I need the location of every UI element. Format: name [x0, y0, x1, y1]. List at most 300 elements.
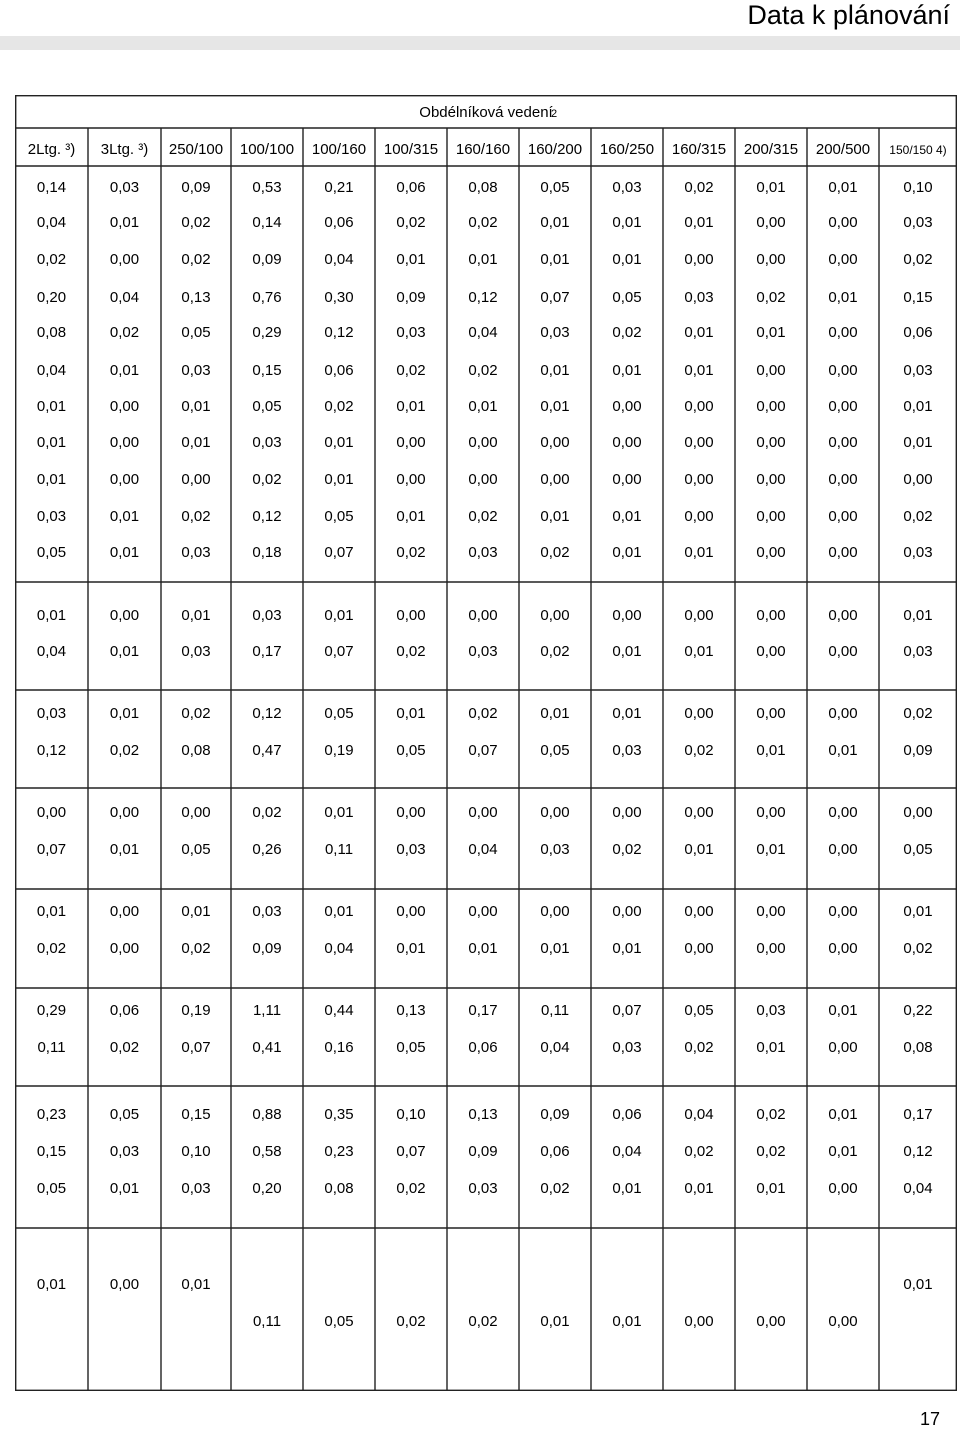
table-cell: 0,00	[468, 471, 498, 488]
table-cell: 0,00	[828, 607, 858, 624]
table-row	[37, 804, 933, 821]
table-cell: 0,00	[756, 705, 786, 722]
table-row	[37, 742, 933, 759]
table-cell: 0,02	[684, 179, 714, 196]
table-cell: 0,07	[324, 544, 354, 561]
table-grid	[15, 95, 957, 1391]
table-cell: 0,19	[181, 1002, 211, 1019]
table-cell: 0,03	[684, 289, 714, 306]
table-cell: 0,03	[396, 324, 426, 341]
table-cell: 0,01	[756, 324, 786, 341]
table-cell: 0,02	[756, 1106, 786, 1123]
table-cell: 0,03	[468, 1180, 498, 1197]
table-cell: 0,03	[468, 643, 498, 660]
table-cell: 0,23	[36, 1106, 67, 1123]
table-cell: 0,00	[540, 471, 570, 488]
table-cell: 0,08	[324, 1180, 354, 1197]
table-cell: 0,00	[109, 398, 140, 415]
table-cell: 0,05	[36, 1180, 67, 1197]
table-cell: 0,02	[468, 705, 498, 722]
row-group	[37, 607, 933, 660]
table-cell: 0,01	[828, 289, 858, 306]
table-cell: 0,06	[903, 324, 933, 341]
table-cell: 0,04	[903, 1180, 933, 1197]
table-cell: 0,03	[612, 179, 642, 196]
table-cell: 0,15	[903, 289, 933, 306]
table-cell: 0,00	[903, 804, 933, 821]
column-header: 200/315	[743, 141, 799, 158]
table-cell: 0,00	[756, 471, 786, 488]
table-cell: 0,08	[181, 742, 211, 759]
table-cell: 0,11	[37, 1039, 66, 1056]
table-cell: 0,00	[756, 508, 786, 525]
table-cell: 0,00	[109, 471, 140, 488]
table-cell: 0,00	[181, 804, 211, 821]
table-cell: 0,02	[396, 214, 426, 231]
table-cell: 0,01	[684, 643, 714, 660]
table-cell: 0,03	[252, 607, 282, 624]
table-cell: 0,02	[756, 1143, 786, 1160]
table-row	[37, 607, 933, 624]
table-cell: 0,00	[756, 903, 786, 920]
table-cell: 0,01	[828, 1106, 858, 1123]
table-cell: 0,29	[36, 1002, 67, 1019]
table-cell: 0,00	[828, 251, 858, 268]
table-cell: 0,00	[109, 903, 140, 920]
table-cell: 0,02	[181, 508, 211, 525]
table-cell: 0,00	[684, 940, 714, 957]
table-row	[37, 1180, 933, 1197]
table-cell: 0,00	[612, 471, 642, 488]
table-cell: 0,00	[684, 607, 714, 624]
table-cell: 0,03	[181, 643, 211, 660]
table-cell: 0,03	[181, 362, 211, 379]
table-cell: 0,03	[36, 705, 67, 722]
table-cell: 0,09	[540, 1106, 570, 1123]
table-cell: 0,00	[396, 804, 426, 821]
table-cell: 0,09	[468, 1143, 498, 1160]
table-cell: 0,02	[903, 251, 933, 268]
table-cell: 0,01	[612, 705, 642, 722]
table-caption: Obdélníková vedení	[419, 104, 553, 121]
table-cell: 0,01	[903, 903, 933, 920]
table-cell: 0,00	[468, 607, 498, 624]
table-cell: 0,02	[468, 362, 498, 379]
table-cell: 0,06	[540, 1143, 570, 1160]
table-cell: 0,01	[612, 940, 642, 957]
table-cell: 0,01	[36, 471, 67, 488]
table-cell: 0,02	[396, 1313, 426, 1330]
table-cell: 0,00	[828, 508, 858, 525]
table-cell: 0,12	[252, 508, 282, 525]
table-cell: 0,01	[612, 251, 642, 268]
table-cell: 0,04	[324, 940, 354, 957]
table-caption-sub: 2	[551, 108, 558, 120]
row-group	[37, 179, 933, 561]
table-cell: 0,20	[252, 1180, 282, 1197]
table-cell: 0,00	[684, 251, 714, 268]
table-row	[37, 643, 933, 660]
table-cell: 0,05	[540, 179, 570, 196]
table-cell: 0,01	[181, 398, 211, 415]
table-cell: 0,00	[828, 1313, 858, 1330]
table-cell: 0,09	[252, 940, 282, 957]
row-group	[37, 903, 933, 957]
table-cell: 0,09	[252, 251, 282, 268]
table-cell: 0,00	[756, 251, 786, 268]
table-cell: 0,01	[828, 1002, 858, 1019]
table-cell: 0,00	[540, 903, 570, 920]
table-row	[37, 544, 933, 561]
table-cell: 0,00	[468, 434, 498, 451]
table-cell: 0,00	[756, 607, 786, 624]
table-cell: 0,01	[109, 508, 140, 525]
table-cell: 0,02	[684, 1143, 714, 1160]
table-cell: 0,06	[468, 1039, 498, 1056]
table-cell: 0,17	[468, 1002, 498, 1019]
table-cell: 0,12	[903, 1143, 933, 1160]
table-cell: 0,00	[612, 434, 642, 451]
table-cell: 0,01	[756, 1180, 786, 1197]
table-cell: 0,01	[468, 251, 498, 268]
table-cell: 0,47	[252, 742, 282, 759]
table-cell: 0,06	[396, 179, 426, 196]
table-cell: 0,00	[684, 434, 714, 451]
table-cell: 0,01	[684, 324, 714, 341]
table-cell: 0,06	[109, 1002, 140, 1019]
table-cell: 0,06	[612, 1106, 642, 1123]
table-cell: 0,00	[612, 804, 642, 821]
table-cell: 0,02	[109, 1039, 140, 1056]
table-cell: 0,00	[756, 214, 786, 231]
table-cell: 0,00	[828, 903, 858, 920]
table-row	[37, 841, 933, 858]
table-cell: 0,00	[756, 398, 786, 415]
table-cell: 0,00	[612, 903, 642, 920]
table-cell: 0,00	[540, 607, 570, 624]
table-cell: 0,01	[684, 544, 714, 561]
table-cell: 0,12	[36, 742, 67, 759]
table-cell: 0,08	[903, 1039, 933, 1056]
table-cell: 0,09	[181, 179, 211, 196]
column-header: 2Ltg. ³)	[27, 141, 76, 158]
table-cell: 0,00	[828, 362, 858, 379]
table-cell: 0,07	[324, 643, 354, 660]
table-cell: 0,01	[36, 434, 67, 451]
table-cell: 0,07	[468, 742, 498, 759]
table-cell: 0,01	[684, 1180, 714, 1197]
page-title: Data k plánování	[747, 0, 950, 30]
table-cell: 0,03	[109, 179, 140, 196]
table-cell: 0,00	[540, 804, 570, 821]
table-cell: 0,00	[828, 398, 858, 415]
table-cell: 0,00	[756, 940, 786, 957]
table-cell: 0,01	[612, 544, 642, 561]
table-cell: 0,01	[540, 214, 570, 231]
table-cell: 0,04	[36, 214, 67, 231]
table-cell: 0,53	[252, 179, 282, 196]
table-cell: 0,01	[396, 940, 426, 957]
table-cell: 0,07	[36, 841, 67, 858]
table-cell: 0,01	[324, 471, 354, 488]
table-row	[37, 940, 933, 957]
table-cell: 0,21	[324, 179, 354, 196]
table-cell: 0,01	[612, 508, 642, 525]
table-cell: 1,11	[252, 1002, 282, 1019]
table-cell: 0,04	[468, 841, 498, 858]
table-cell: 0,03	[612, 742, 642, 759]
table-row	[37, 471, 933, 488]
table-cell: 0,02	[36, 940, 67, 957]
table-cell: 0,01	[468, 940, 498, 957]
page-header	[0, 0, 960, 52]
column-header: 3Ltg. ³)	[100, 141, 149, 158]
table-cell: 0,35	[324, 1106, 354, 1123]
table-cell: 0,00	[468, 804, 498, 821]
table-cell: 0,01	[181, 607, 211, 624]
table-cell: 0,00	[756, 544, 786, 561]
table-cell: 0,00	[684, 804, 714, 821]
table-cell: 0,02	[756, 289, 786, 306]
table-cell: 0,01	[540, 705, 570, 722]
table-cell: 0,00	[684, 903, 714, 920]
table-cell: 0,00	[684, 705, 714, 722]
table-cell: 0,03	[181, 1180, 211, 1197]
table-cell: 0,00	[612, 398, 642, 415]
table-cell: 0,01	[109, 1180, 140, 1197]
table-cell: 0,00	[540, 434, 570, 451]
table-cell: 0,03	[109, 1143, 140, 1160]
row-group	[37, 1002, 933, 1056]
table-cell: 0,00	[903, 471, 933, 488]
table-cell: 0,00	[684, 471, 714, 488]
table-cell: 0,14	[36, 179, 67, 196]
table-row	[37, 324, 933, 341]
table-cell: 0,02	[468, 508, 498, 525]
table-cell: 0,00	[756, 1313, 786, 1330]
table-cell: 0,02	[684, 1039, 714, 1056]
table-cell: 0,10	[903, 179, 933, 196]
table-cell: 0,44	[324, 1002, 354, 1019]
table-cell: 0,03	[756, 1002, 786, 1019]
table-cell: 0,03	[540, 324, 570, 341]
table-cell: 0,15	[252, 362, 282, 379]
table-cell: 0,02	[468, 1313, 498, 1330]
table-cell: 0,01	[540, 251, 570, 268]
table-cell: 0,01	[396, 251, 426, 268]
table-row	[37, 1039, 932, 1056]
table-cell: 0,01	[324, 804, 354, 821]
table-cell: 0,00	[756, 434, 786, 451]
table-cell: 0,05	[540, 742, 570, 759]
table-row	[37, 508, 933, 525]
table-cell: 0,14	[252, 214, 282, 231]
table-cell: 0,03	[540, 841, 570, 858]
table-cell: 0,02	[468, 214, 498, 231]
table-cell: 0,03	[36, 508, 67, 525]
table-cell: 0,01	[181, 1276, 211, 1293]
table-cell: 0,02	[612, 841, 642, 858]
column-header: 160/200	[527, 141, 583, 158]
table-cell: 0,01	[540, 398, 570, 415]
table-cell: 0,07	[396, 1143, 426, 1160]
table-cell: 0,02	[181, 705, 211, 722]
table-cell: 0,18	[252, 544, 282, 561]
table-cell: 0,01	[612, 362, 642, 379]
table-cell: 0,02	[36, 251, 67, 268]
table-cell: 0,17	[903, 1106, 933, 1123]
table-cell: 0,00	[396, 607, 426, 624]
table-cell: 0,00	[756, 804, 786, 821]
table-cell: 0,01	[396, 398, 426, 415]
table-cell: 0,26	[252, 841, 282, 858]
table-cell: 0,00	[828, 214, 858, 231]
table-cell: 0,01	[540, 1313, 570, 1330]
table-cell: 0,76	[252, 289, 282, 306]
table-row	[37, 179, 933, 196]
table-cell: 0,09	[396, 289, 426, 306]
table-cell: 0,11	[540, 1002, 570, 1019]
table-cell: 0,01	[903, 607, 933, 624]
table-cell: 0,12	[468, 289, 498, 306]
table-cell: 0,09	[903, 742, 933, 759]
table-cell: 0,10	[181, 1143, 211, 1160]
table-cell: 0,01	[612, 1313, 642, 1330]
table-cell: 0,00	[36, 804, 67, 821]
table-cell: 0,00	[828, 324, 858, 341]
table-cell: 0,02	[181, 251, 211, 268]
table-cell: 0,00	[396, 903, 426, 920]
table-cell: 0,02	[684, 742, 714, 759]
table-cell: 0,00	[396, 434, 426, 451]
table-row	[37, 1276, 933, 1293]
table-cell: 0,07	[540, 289, 570, 306]
column-header: 160/160	[455, 141, 511, 158]
table-row	[253, 1313, 858, 1330]
table-cell: 0,13	[396, 1002, 426, 1019]
table-cell: 0,01	[109, 643, 140, 660]
table-cell: 0,13	[468, 1106, 498, 1123]
table-cell: 0,15	[181, 1106, 211, 1123]
table-cell: 0,19	[324, 742, 354, 759]
table-cell: 0,02	[903, 705, 933, 722]
table-cell: 0,07	[612, 1002, 642, 1019]
column-header: 160/250	[599, 141, 655, 158]
table-cell: 0,58	[252, 1143, 282, 1160]
column-header: 150/150 4)	[889, 143, 947, 157]
table-cell: 0,01	[36, 903, 67, 920]
table-cell: 0,00	[828, 1039, 858, 1056]
table-cell: 0,01	[109, 705, 140, 722]
table-cell: 0,05	[36, 544, 67, 561]
table-cell: 0,11	[252, 1313, 282, 1330]
table-cell: 0,88	[252, 1106, 282, 1123]
table-cell: 0,29	[252, 324, 282, 341]
table-cell: 0,00	[396, 471, 426, 488]
table-row	[37, 1143, 933, 1160]
table-cell: 0,04	[468, 324, 498, 341]
table-cell: 0,01	[109, 544, 140, 561]
table-cell: 0,00	[684, 1313, 714, 1330]
table-cell: 0,03	[903, 362, 933, 379]
table-cell: 0,12	[324, 324, 354, 341]
table-row	[37, 434, 933, 451]
table-cell: 0,00	[612, 607, 642, 624]
table-cell: 0,01	[540, 508, 570, 525]
table-cell: 0,02	[252, 804, 282, 821]
table-cell: 0,04	[684, 1106, 714, 1123]
table-cell: 0,02	[181, 214, 211, 231]
table-cell: 0,41	[252, 1039, 282, 1056]
table-cell: 0,02	[540, 643, 570, 660]
table-cell: 0,02	[396, 1180, 426, 1197]
table-cell: 0,01	[756, 742, 786, 759]
table-cell: 0,02	[903, 940, 933, 957]
table-cell: 0,01	[109, 362, 140, 379]
row-group	[37, 804, 933, 858]
table-cell: 0,01	[396, 705, 426, 722]
column-header: 100/100	[239, 141, 295, 158]
table-cell: 0,01	[540, 362, 570, 379]
table-cell: 0,05	[396, 1039, 426, 1056]
table-cell: 0,05	[903, 841, 933, 858]
table-cell: 0,01	[828, 742, 858, 759]
table-cell: 0,20	[36, 289, 67, 306]
table-cell: 0,00	[828, 804, 858, 821]
table-cell: 0,02	[109, 742, 140, 759]
table-cell: 0,00	[181, 471, 211, 488]
table-row	[37, 362, 933, 379]
table-cell: 0,15	[36, 1143, 67, 1160]
table-cell: 0,02	[252, 471, 282, 488]
page-number: 17	[919, 1409, 940, 1429]
table-row	[37, 214, 933, 231]
table-cell: 0,02	[396, 643, 426, 660]
table-cell: 0,04	[540, 1039, 570, 1056]
table-cell: 0,06	[324, 214, 354, 231]
table-cell: 0,04	[109, 289, 140, 306]
table-cell: 0,01	[684, 841, 714, 858]
table-cell: 0,01	[828, 179, 858, 196]
table-cell: 0,01	[36, 1276, 67, 1293]
table-cell: 0,01	[468, 398, 498, 415]
header-bar	[0, 36, 960, 50]
table-cell: 0,01	[756, 841, 786, 858]
table-cell: 0,01	[36, 607, 67, 624]
table-cell: 0,01	[324, 903, 354, 920]
column-header: 100/160	[311, 141, 367, 158]
table-cell: 0,00	[468, 903, 498, 920]
table-cell: 0,01	[756, 179, 786, 196]
table-cell: 0,05	[324, 705, 354, 722]
table-cell: 0,00	[109, 940, 140, 957]
table-cell: 0,04	[612, 1143, 642, 1160]
table-cell: 0,05	[324, 1313, 354, 1330]
table-cell: 0,01	[612, 214, 642, 231]
table-cell: 0,02	[612, 324, 642, 341]
table-cell: 0,01	[828, 1143, 858, 1160]
table-cell: 0,05	[612, 289, 642, 306]
table-cell: 0,00	[828, 643, 858, 660]
table-cell: 0,01	[903, 398, 933, 415]
table-cell: 0,07	[181, 1039, 211, 1056]
table-cell: 0,03	[612, 1039, 642, 1056]
table-row	[37, 705, 933, 722]
row-group	[37, 1276, 933, 1330]
table-cell: 0,02	[109, 324, 140, 341]
table-cell: 0,01	[903, 1276, 933, 1293]
table-cell: 0,08	[468, 179, 498, 196]
